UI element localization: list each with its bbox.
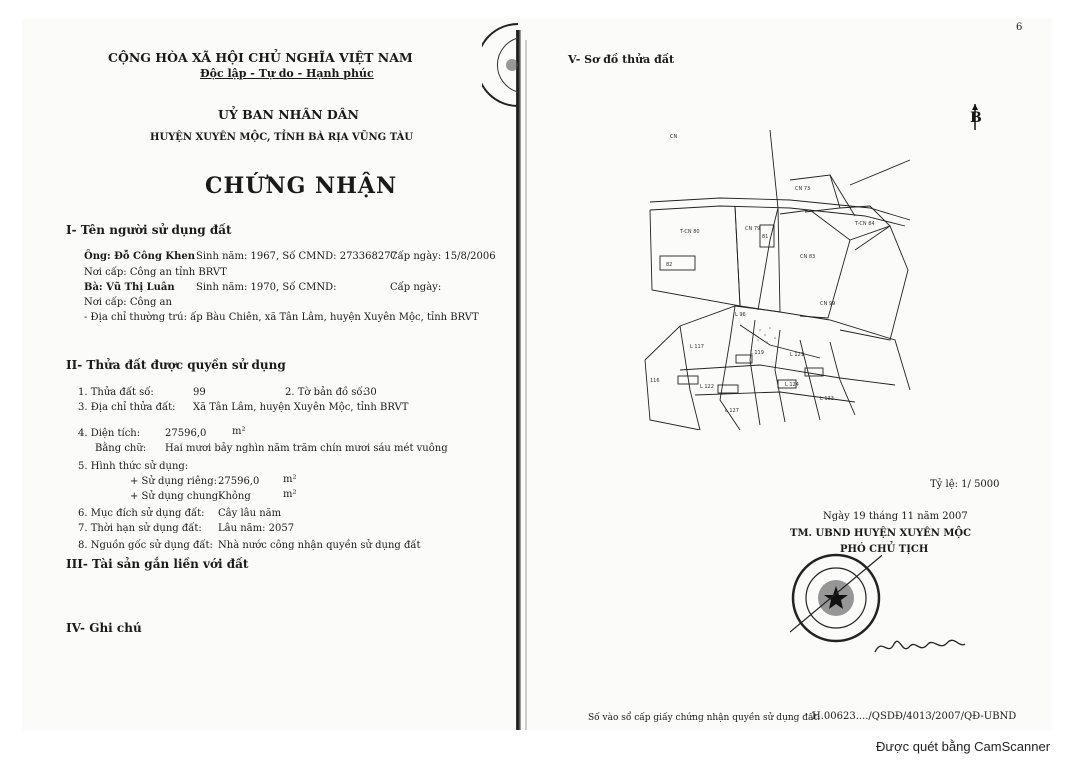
section-2-heading: II- Thửa đất được quyền sử dụng [66, 358, 286, 372]
owner2-row: Bà: Vũ Thị Luân [84, 282, 175, 293]
land-term: Lâu năm: 2057 [218, 523, 295, 534]
private-use-area: 27596,0 [218, 476, 260, 487]
owner1-row: Ông: Đỗ Công Khen [84, 251, 196, 262]
map-sheet-number: 30 [364, 387, 377, 398]
committee: UỶ BAN NHÂN DÂN [218, 107, 359, 122]
section-1-heading: I- Tên người sử dụng đất [66, 223, 232, 237]
parcel-number: 99 [193, 387, 206, 398]
svg-text:L 117: L 117 [690, 344, 704, 350]
svg-text:T-CN 80: T-CN 80 [680, 229, 700, 235]
common-use-area: Không [218, 491, 251, 502]
svg-text:L 96: L 96 [735, 312, 746, 318]
document-title: CHỨNG NHẬN [205, 173, 398, 199]
signer-role: PHÓ CHỦ TỊCH [840, 544, 929, 555]
svg-text:82: 82 [666, 262, 673, 268]
section-3-heading: III- Tài sản gắn liền với đất [66, 557, 249, 571]
official-seal-icon [790, 552, 882, 644]
parcel-diagram-heading: V- Sơ đồ thửa đất [568, 53, 675, 66]
registry-number: H.00623..../QSDĐ/4013/2007/QĐ-UBND [812, 711, 1017, 722]
signature [870, 632, 970, 662]
national-line: CỘNG HÒA XÃ HỘI CHỦ NGHĨA VIỆT NAM [108, 50, 413, 65]
svg-text:L 121: L 121 [790, 352, 804, 358]
svg-text:L 124: L 124 [785, 382, 799, 388]
svg-text:CN 99: CN 99 [820, 301, 836, 307]
svg-text:CN: CN [670, 134, 678, 140]
svg-text:T-CN 84: T-CN 84 [855, 221, 875, 227]
area-value: 27596,0 [165, 428, 207, 439]
svg-text:CN 79: CN 79 [745, 226, 761, 232]
parcel-address: Xã Tân Lâm, huyện Xuyên Mộc, tỉnh BRVT [193, 402, 409, 413]
svg-text:CN 83: CN 83 [800, 254, 816, 260]
svg-text:116: 116 [650, 378, 660, 384]
area-in-words: Hai mươi bảy nghìn năm trăm chín mươi sáu mét vuông [165, 443, 448, 454]
svg-text:L 119: L 119 [750, 350, 764, 356]
land-origin: Nhà nước công nhận quyền sử dụng đất [218, 540, 421, 551]
north-arrow-label: B [970, 110, 982, 126]
section-4-heading: IV- Ghi chú [66, 621, 142, 635]
page-fold [516, 30, 521, 730]
owner-address: - Địa chỉ thường trú: ấp Bàu Chiên, xã Tân Lâm, huyện Xuyên Mộc, tỉnh BRVT [84, 312, 479, 323]
svg-text:CN 73: CN 73 [795, 186, 811, 192]
map-scale: Tỷ lệ: 1/ 5000 [930, 479, 1000, 490]
cadastral-map [640, 130, 920, 430]
svg-text:L 122: L 122 [700, 384, 714, 390]
svg-text:L 127: L 127 [725, 408, 739, 414]
motto: Độc lập - Tự do - Hạnh phúc [200, 67, 374, 80]
page-number: 6 [1016, 22, 1023, 33]
scanner-watermark: Được quét bằng CamScanner [876, 739, 1051, 754]
district: HUYỆN XUYÊN MỘC, TỈNH BÀ RỊA VŨNG TÀU [150, 132, 414, 143]
land-purpose: Cây lâu năm [218, 508, 282, 519]
svg-text:L 133: L 133 [820, 396, 834, 402]
svg-text:81: 81 [762, 234, 769, 240]
registry-label: Số vào sổ cấp giấy chứng nhận quyền sử dụng đất: [588, 713, 821, 723]
north-arrow-icon [972, 104, 978, 130]
signer-organization: TM. UBND HUYỆN XUYÊN MỘC [790, 528, 972, 539]
partial-seal-icon [482, 22, 520, 108]
issue-date: Ngày 19 tháng 11 năm 2007 [823, 511, 968, 522]
